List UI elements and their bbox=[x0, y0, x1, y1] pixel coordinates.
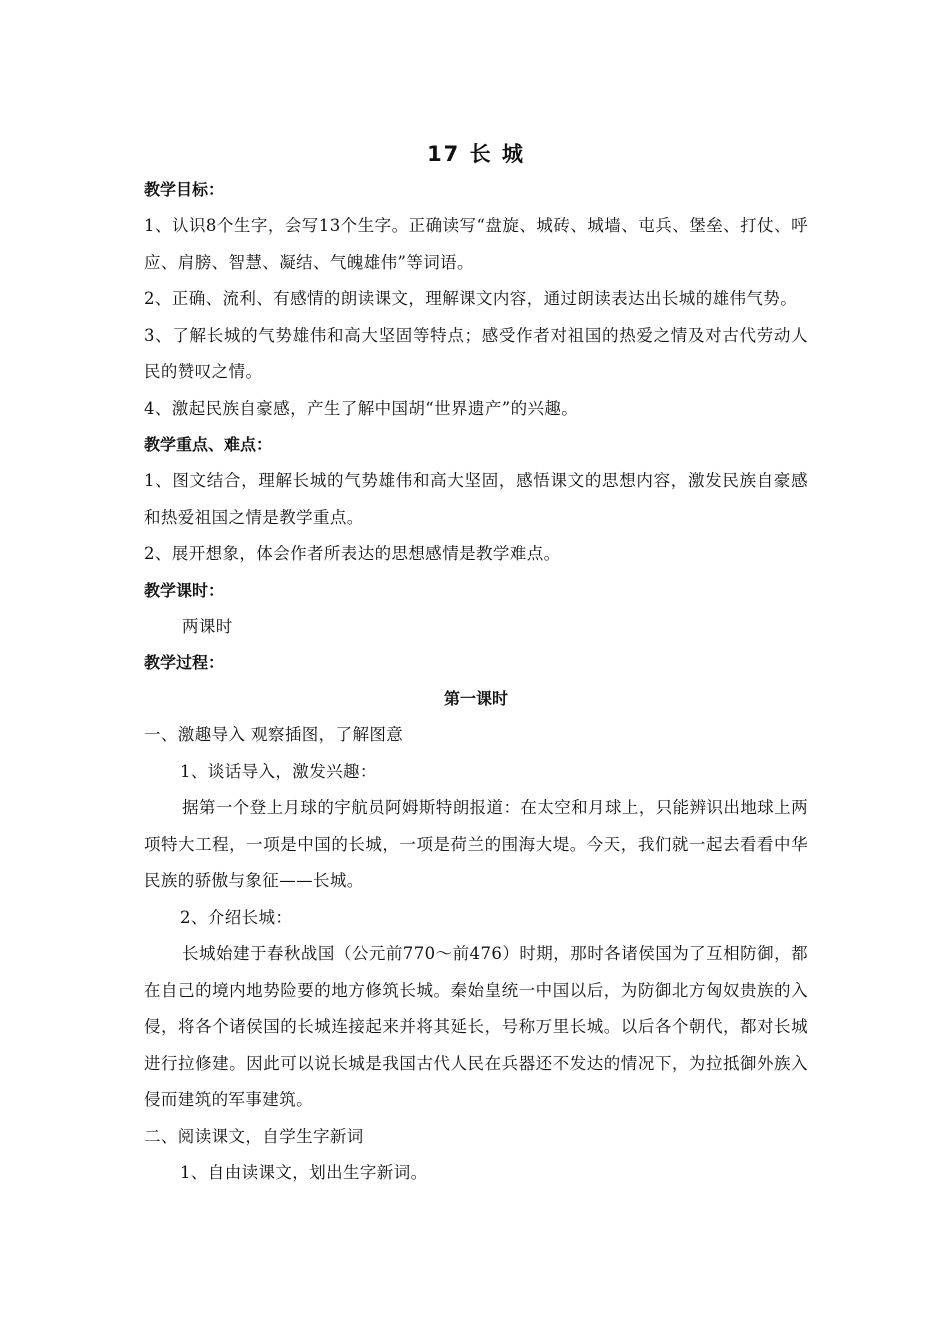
process-heading: 教学过程： bbox=[144, 653, 225, 672]
page-title: 17 长 城 bbox=[427, 142, 525, 166]
goal-item: 4、激起民族自豪感，产生了解中国胡“世界遗产”的兴趣。 bbox=[144, 398, 579, 418]
part2-heading: 二、阅读课文，自学生字新词 bbox=[144, 1126, 364, 1146]
part1-item2: 2、介绍长城： bbox=[180, 907, 293, 927]
goal-item: 2、正确、流利、有感情的朗读课文，理解课文内容，通过朗读表达出长城的雄伟气势。 bbox=[144, 289, 798, 308]
hours-value: 两课时 bbox=[182, 616, 233, 636]
goal-item: 3、了解长城的气势雄伟和高大坚固等特点；感受作者对祖国的热爱之情及对古代劳动人民的赞叹之情。 bbox=[144, 325, 808, 381]
keypoint-item: 2、展开想象，体会作者所表达的思想感情是教学难点。 bbox=[144, 544, 561, 563]
keypoint-item: 1、图文结合，理解长城的气势雄伟和高大坚固，感悟课文的思想内容，激发民族自豪感和热爱祖国之情是教学重点。 bbox=[144, 471, 808, 527]
part2-item1: 1、自由读课文，划出生字新词。 bbox=[180, 1163, 428, 1182]
keypoints-heading: 教学重点、难点： bbox=[144, 435, 273, 454]
part1-item2-text: 长城始建于春秋战国（公元前770～前476）时期，那时各诸侯国为了互相防御，都在自己的境内地势险要的地方修筑长城。秦始皇统一中国以后，为防御北方匈奴贵族的入侵，将各个诸侯国的长城连接起来并将其延长，号称万里长城。以后各个朝代，都对长城进行拉修建。因此可以说长城是我国古代人民在兵器还不发达的情况下，为拉抵御外族入侵而建筑的军事建筑。 bbox=[144, 944, 808, 1109]
document-content bbox=[144, 136, 808, 1192]
goal-item: 1、认识8个生字，会写13个生字。正确读写“盘旋、城砖、城墙、屯兵、堡垒、打仗、呼应、肩膀、智慧、凝结、气魄雄伟”等词语。 bbox=[144, 216, 808, 272]
part1-item1: 1、谈话导入，激发兴趣： bbox=[180, 761, 377, 781]
part1-heading: 一、激趣导入 观察插图，了解图意 bbox=[144, 725, 404, 744]
hours-heading: 教学课时： bbox=[144, 580, 225, 600]
lesson1-heading: 第一课时 bbox=[443, 689, 508, 708]
part1-item1-text: 据第一个登上月球的宇航员阿姆斯特朗报道：在太空和月球上，只能辨识出地球上两项特大工程，一项是中国的长城，一项是荷兰的围海大堤。今天，我们就一起去看看中华民族的骄傲与象征——长城。 bbox=[144, 798, 808, 890]
goals-heading: 教学目标： bbox=[144, 180, 225, 199]
